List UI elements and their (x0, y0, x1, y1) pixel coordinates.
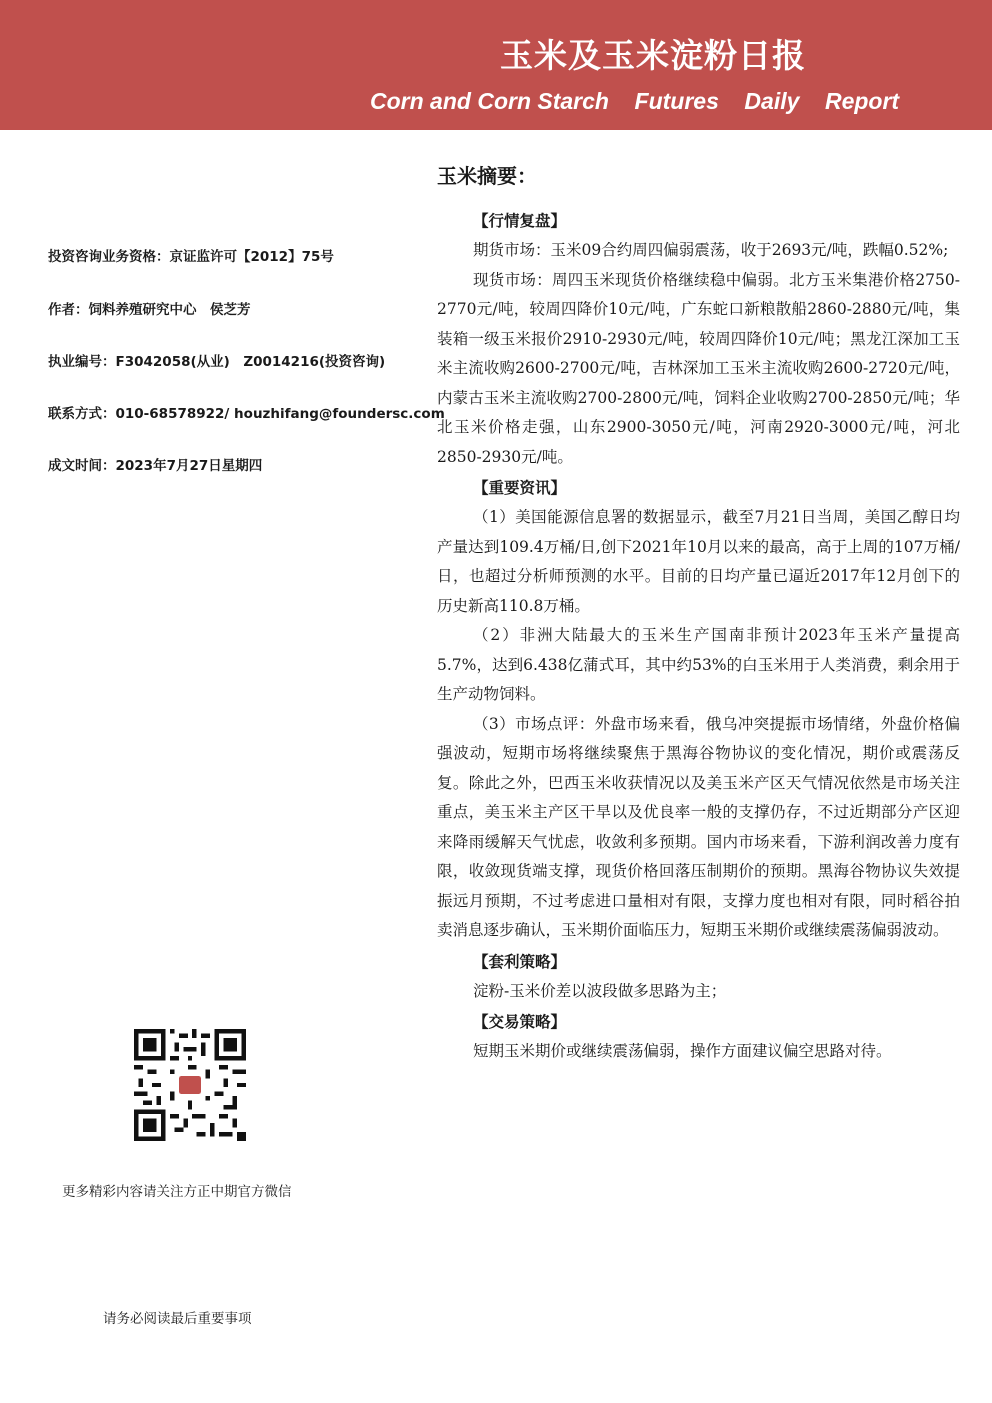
qualification-line: 投资咨询业务资格：京证监许可【2012】75号 (48, 249, 334, 265)
main-content (437, 160, 960, 1067)
report-title-en: Corn and Corn Starch Futures Daily Report (370, 88, 900, 114)
author-line: 作者：饲料养殖研究中心 侯芝芳 (48, 302, 251, 318)
news-item-3: （3）市场点评：外盘市场来看，俄乌冲突提振市场情绪，外盘价格偏强波动，短期市场将继续聚焦于黑海谷物协议的变化情况，期价或震荡反复。除此之外，巴西玉米收获情况以及美玉米产区天气情况依然是市场关注重点，美玉米主产区干旱以及优良率一般的支撑仍存，不过近期部分产区迎来降雨缓解天气忧虑，收敛利多预期。国内市场来看，下游利润改善力度有限，收敛现货端支撑，现货价格回落压制期价的预期。黑海谷物协议失效提振远月预期，不过考虑进口量相对有限，支撑力度也相对有限，同时稻谷拍卖消息逐步确认，玉米期价面临压力，短期玉米期价或继续震荡偏弱波动。 (437, 714, 960, 939)
wechat-qr-code (134, 1029, 246, 1141)
arbitrage-heading: 【套利策略】 (473, 951, 567, 971)
header-banner (0, 0, 992, 130)
spot-market-paragraph: 现货市场：周四玉米现货价格继续稳中偏弱。北方玉米集港价格2750-2770元/吨，较周四降价10元/吨，广东蛇口新粮散船2860-2880元/吨，集装箱一级玉米报价2910-2930元/吨，较周四降价10元/吨；黑龙江深加工玉米主流收购2600-2700元/吨，吉林深加工玉米主流收购2600-2720元/吨，内蒙古玉米主流收购2700-2800元/吨，饲料企业收购2700-2850元/吨；华北玉米价格走强，山东2900-3050元/吨，河南2920-3000元/吨，河北2850-2930元/吨。 (437, 270, 960, 466)
report-title-cn: 玉米及玉米淀粉日报 (500, 36, 806, 75)
contact-line: 联系方式：010-68578922/ houzhifang@foundersc.com (48, 406, 445, 422)
futures-market-paragraph: 期货市场：玉米09合约周四偏弱震荡，收于2693元/吨，跌幅0.52%; (473, 241, 949, 259)
trading-heading: 【交易策略】 (473, 1012, 567, 1031)
arbitrage-paragraph: 淀粉-玉米价差以波段做多思路为主； (473, 981, 727, 1000)
date-line: 成文时间：2023年7月27日星期四 (48, 458, 263, 474)
license-line: 执业编号：F3042058(从业) Z0014216(投资咨询) (48, 354, 386, 370)
news-item-1: （1）美国能源信息署的数据显示，截至7月21日当周，美国乙醇日均产量达到109.4万桶/日,创下2021年10月以来的最高，高于上周的107万桶/日，也超过分析师预测的水平。目前的日均产量已逼近2017年12月创下的历史新高110.8万桶。 (437, 508, 960, 615)
summary-title: 玉米摘要： (437, 164, 537, 188)
market-review-heading: 【行情复盘】 (473, 211, 567, 230)
trading-paragraph: 短期玉米期价或继续震荡偏弱，操作方面建议偏空思路对待。 (473, 1042, 892, 1060)
news-heading: 【重要资讯】 (473, 478, 567, 497)
qr-caption: 更多精彩内容请关注方正中期官方微信 (62, 1184, 292, 1200)
news-item-2: （2）非洲大陆最大的玉米生产国南非预计2023年玉米产量提高5.7%，达到6.438亿蒲式耳，其中约53%的白玉米用于人类消费，剩余用于生产动物饲料。 (437, 626, 960, 703)
disclaimer-note: 请务必阅读最后重要事项 (103, 1311, 252, 1327)
